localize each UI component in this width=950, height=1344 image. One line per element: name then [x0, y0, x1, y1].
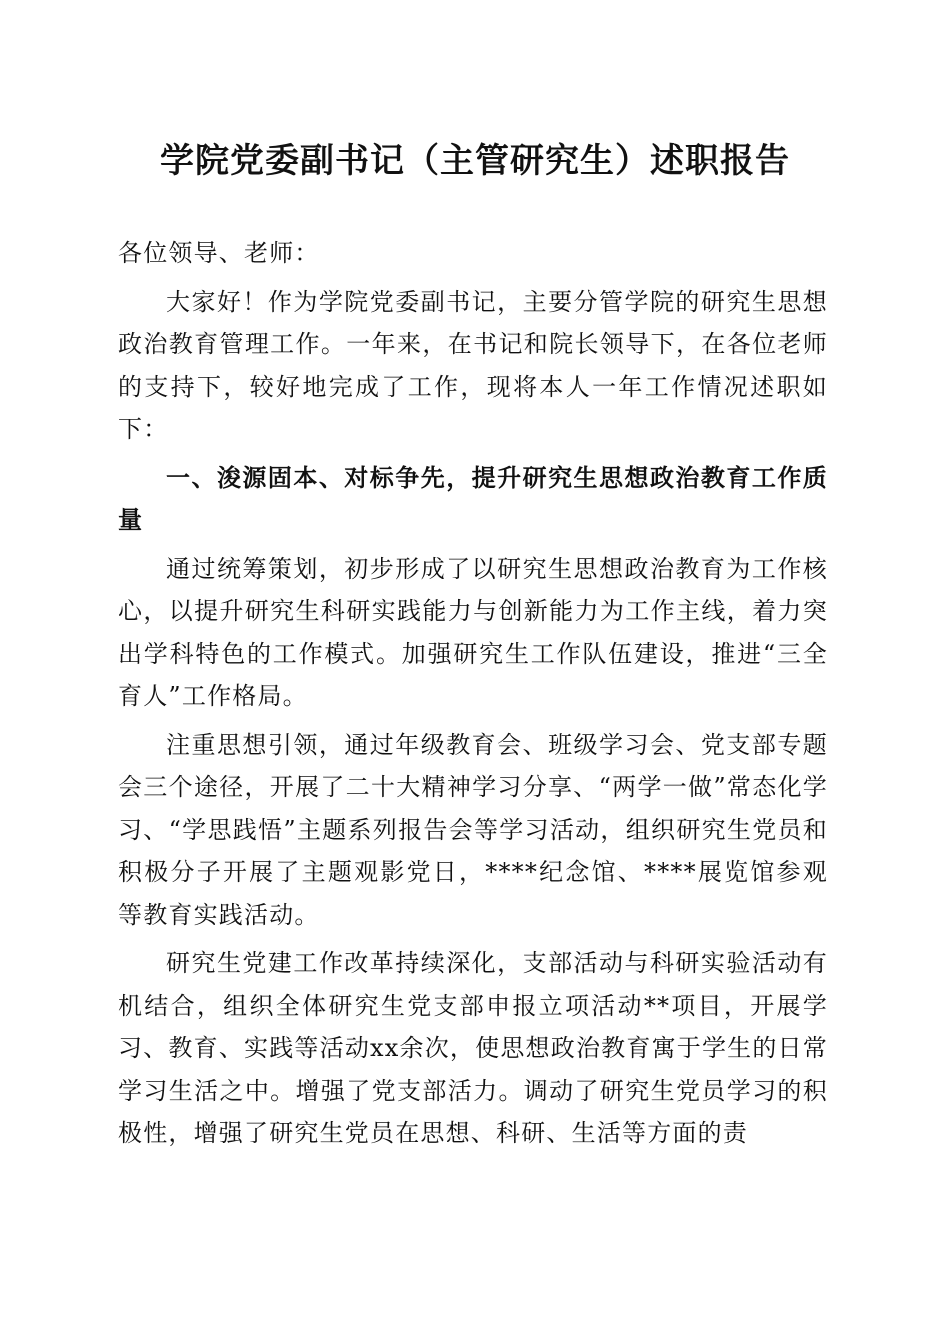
section-heading: 一、浚源固本、对标争先，提升研究生思想政治教育工作质量 — [118, 463, 828, 534]
document-body — [118, 232, 828, 1161]
document-title: 学院党委副书记（主管研究生）述职报告 — [160, 141, 790, 181]
body-paragraph: 注重思想引领，通过年级教育会、班级学习会、党支部专题会三个途径，开展了二十大精神学习分享、“两学一做”常态化学习、“学思践悟”主题系列报告会等学习活动，组织研究生党员和积极分子开展了主题观影党日，****纪念馆、****展览馆参观等教育实践活动。 — [118, 730, 828, 929]
intro-paragraph: 大家好！作为学院党委副书记，主要分管学院的研究生思想政治教育管理工作。一年来，在书记和院长领导下，在各位老师的支持下，较好地完成了工作，现将本人一年工作情况述职如下： — [118, 287, 828, 443]
salutation: 各位领导、老师： — [118, 239, 320, 267]
body-paragraph: 通过统筹策划，初步形成了以研究生思想政治教育为工作核心，以提升研究生科研实践能力与创新能力为工作主线，着力突出学科特色的工作模式。加强研究生工作队伍建设，推进“三全育人”工作格局。 — [118, 554, 828, 710]
body-paragraph: 研究生党建工作改革持续深化，支部活动与科研实验活动有机结合，组织全体研究生党支部申报立项活动**项目，开展学习、教育、实践等活动xx余次，使思想政治教育寓于学生的日常学习生活之中。增强了党支部活力。调动了研究生党员学习的积极性，增强了研究生党员在思想、科研、生活等方面的责 — [118, 949, 828, 1147]
